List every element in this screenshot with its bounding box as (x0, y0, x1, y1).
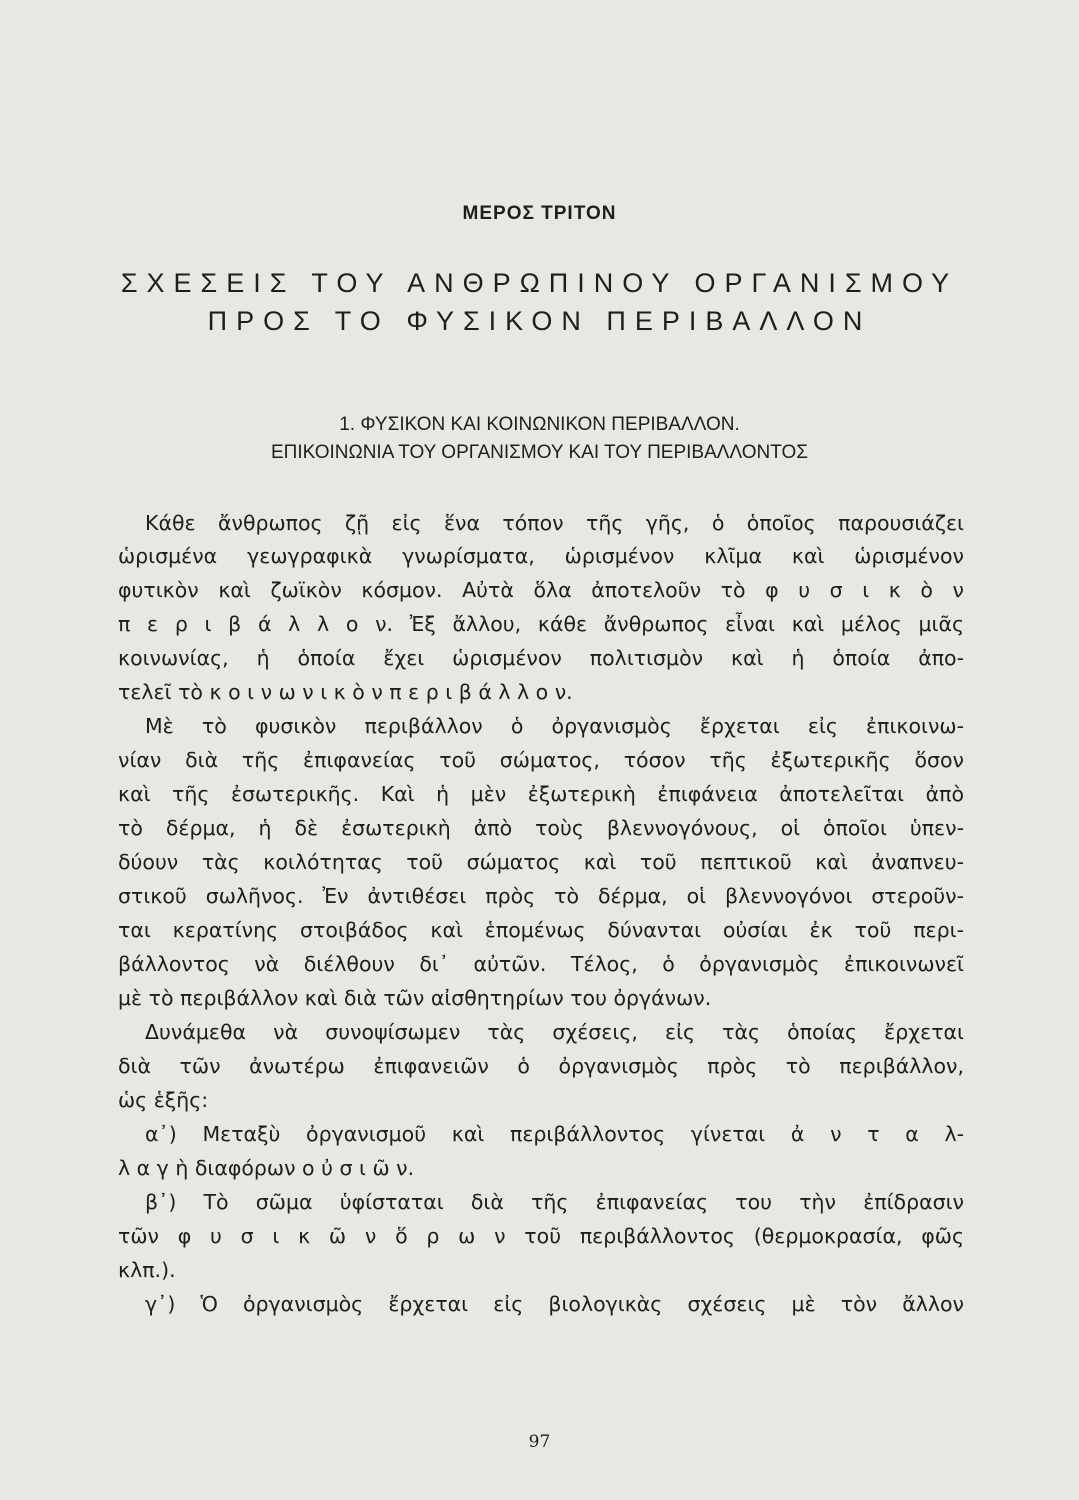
body-line: νίαν διὰ τῆς ἐπιφανείας τοῦ σώματος, τόσον τῆς ἐξωτερικῆς ὅσον (118, 748, 964, 772)
chapter-title-line-2: ΠΡΟΣ ΤΟ ΦΥΣΙΚΟΝ ΠΕΡΙΒΑΛΛΟΝ (207, 306, 872, 336)
body-line: β᾽) Τὸ σῶμα ὑφίσταται διὰ τῆς ἐπιφανείας του τὴν ἐπίδρασιν (145, 1190, 964, 1214)
body-line: στικοῦ σωλῆνος. Ἐν ἀντιθέσει πρὸς τὸ δέρμα, οἱ βλεννογόνοι στεροῦν- (118, 884, 964, 908)
body-line: καὶ τῆς ἐσωτερικῆς. Καὶ ἡ μὲν ἐξωτερικὴ ἐπιφάνεια ἀποτελεῖται ἀπὸ (118, 782, 964, 806)
body-line: διὰ τῶν ἀνωτέρω ἐπιφανειῶν ὁ ὀργανισμὸς πρὸς τὸ περιβάλλον, (118, 1054, 964, 1078)
section-heading-line-2: ΕΠΙΚΟΙΝΩΝΙΑ ΤΟΥ ΟΡΓΑΝΙΣΜΟΥ ΚΑΙ ΤΟΥ ΠΕΡΙΒΑΛΛΟΝΤΟΣ (270, 442, 809, 463)
page-number: 97 (528, 1432, 551, 1452)
body-line: τελεῖ τὸ κ ο ι ν ω ν ι κ ὸ ν π ε ρ ι β ά λ λ ο ν. (118, 680, 573, 704)
body-line: βάλλοντος νὰ διέλθουν δι᾽ αὐτῶν. Τέλος, ὁ ὀργανισμὸς ἐπικοινωνεῖ (118, 952, 964, 976)
body-line: Δυνάμεθα νὰ συνοψίσωμεν τὰς σχέσεις, εἰς τὰς ὁποίας ἔρχεται (145, 1020, 964, 1044)
body-line: τὸ δέρμα, ἡ δὲ ἐσωτερικὴ ἀπὸ τοὺς βλεννογόνους, οἱ ὁποῖοι ὑπεν- (118, 816, 964, 840)
section-heading-line-1: 1. ΦΥΣΙΚΟΝ ΚΑΙ ΚΟΙΝΩΝΙΚΟΝ ΠΕΡΙΒΑΛΛΟΝ. (339, 414, 740, 435)
body-line: τῶν φ υ σ ι κ ῶ ν ὅ ρ ω ν τοῦ περιβάλλοντος (θερμοκρασία, φῶς (118, 1224, 964, 1248)
body-line: ὡρισμένα γεωγραφικὰ γνωρίσματα, ὡρισμένον κλῖμα καὶ ὡρισμένον (118, 544, 964, 568)
body-line: φυτικὸν καὶ ζωϊκὸν κόσμον. Αὐτὰ ὅλα ἀποτελοῦν τὸ φ υ σ ι κ ὸ ν (118, 578, 964, 602)
part-heading: ΜΕΡΟΣ ΤΡΙΤΟΝ (462, 203, 617, 224)
body-line: Κάθε ἄνθρωπος ζῇ εἰς ἕνα τόπον τῆς γῆς, ὁ ὁποῖος παρουσιάζει (145, 511, 964, 535)
body-line: π ε ρ ι β ά λ λ ο ν. Ἐξ ἄλλου, κάθε ἄνθρωπος εἶναι καὶ μέλος μιᾶς (118, 612, 964, 636)
body-line: κλπ.). (118, 1258, 176, 1282)
body-line: δύουν τὰς κοιλότητας τοῦ σώματος καὶ τοῦ πεπτικοῦ καὶ ἀναπνευ- (118, 850, 964, 874)
body-line: ὡς ἑξῆς: (118, 1088, 209, 1112)
body-line: α᾽) Μεταξὺ ὀργανισμοῦ καὶ περιβάλλοντος γίνεται ἀ ν τ α λ- (145, 1122, 964, 1146)
body-line: κοινωνίας, ἡ ὁποία ἔχει ὡρισμένον πολιτισμὸν καὶ ἡ ὁποία ἀπο- (118, 646, 964, 670)
body-line: Μὲ τὸ φυσικὸν περιβάλλον ὁ ὀργανισμὸς ἔρχεται εἰς ἐπικοινω- (145, 714, 964, 738)
chapter-title-line-1: ΣΧΕΣΕΙΣ ΤΟΥ ΑΝΘΡΩΠΙΝΟΥ ΟΡΓΑΝΙΣΜΟΥ (120, 268, 959, 298)
body-line: μὲ τὸ περιβάλλον καὶ διὰ τῶν αἰσθητηρίων του ὀργάνων. (118, 986, 712, 1010)
body-line: λ α γ ὴ διαφόρων ο ὐ σ ι ῶ ν. (118, 1156, 415, 1180)
body-line: ται κερατίνης στοιβάδος καὶ ἑπομένως δύνανται οὐσίαι ἐκ τοῦ περι- (118, 918, 964, 942)
body-line: γ᾽) Ὁ ὀργανισμὸς ἔρχεται εἰς βιολογικὰς σχέσεις μὲ τὸν ἄλλον (145, 1292, 964, 1316)
